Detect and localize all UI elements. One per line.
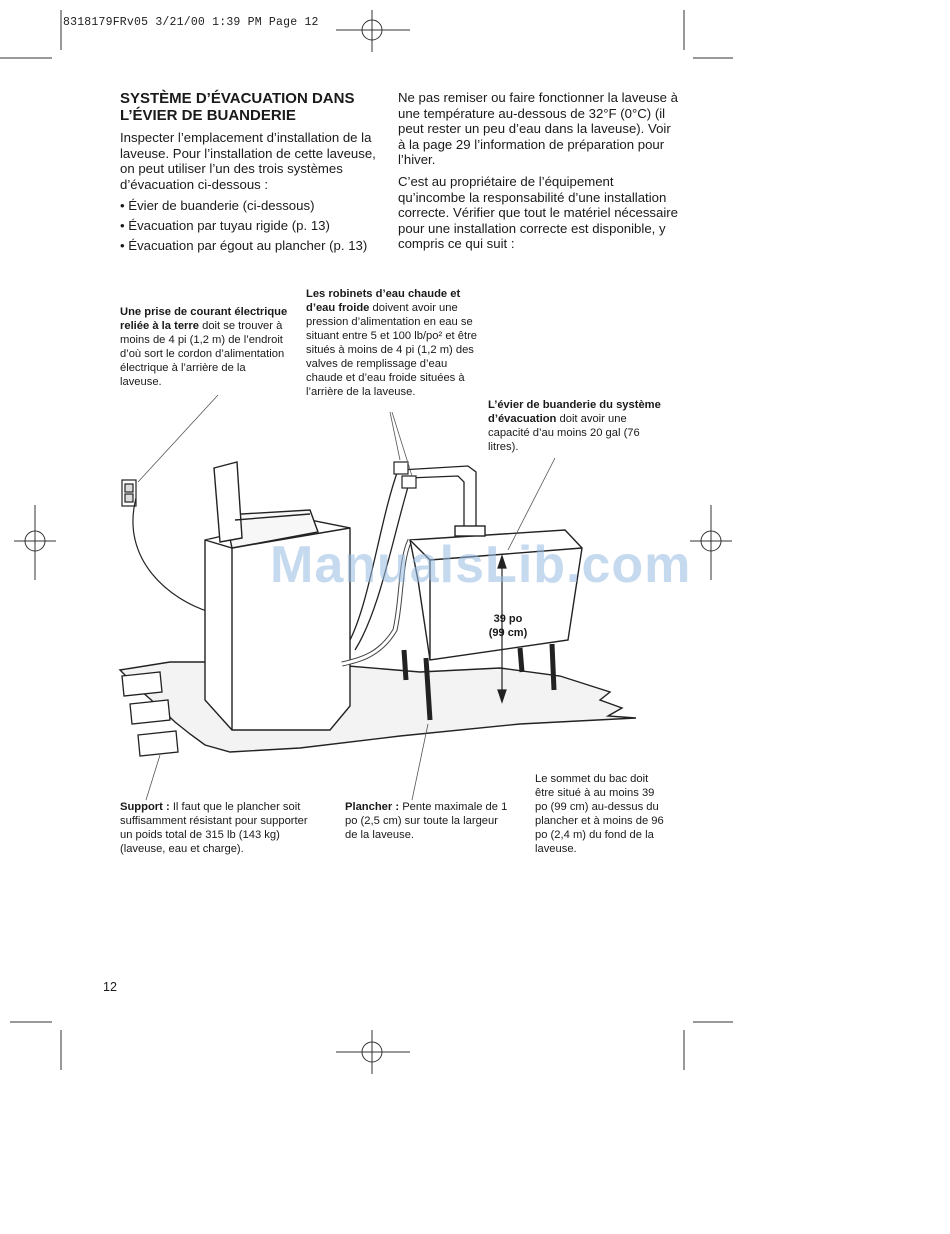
- washer: [205, 462, 350, 730]
- tub-height-callout-text: Le sommet du bac doit être situé à au moins 39 po (99 cm) au-dessus du plancher et à moins de 96 po (2,4 m) du fond de la laveuse.: [535, 773, 664, 855]
- list-item: • Évacuation par tuyau rigide (p. 13): [120, 218, 385, 234]
- intro-paragraph: Inspecter l’emplacement d’installation de la laveuse. Pour l’installation de cette laveuse, on peut utiliser l’un des trois systèmes d’évacuation ci-dessous :: [120, 130, 376, 192]
- support-callout: [120, 800, 315, 856]
- tub-callout-text: doit avoir une capacité d’au moins 20 gal (76 litres).: [488, 413, 640, 453]
- tub-callout-title: L’évier de buanderie du système d’évacuation: [488, 399, 661, 425]
- dimension-metric: (99 cm): [488, 627, 528, 639]
- outlet-callout-text: doit se trouver à moins de 4 pi (1,2 m) de l’endroit d’où sort le cordon d’alimentation électrique à l’arrière de la laveuse.: [120, 320, 285, 388]
- faucets-callout: [306, 287, 478, 399]
- power-cord: [133, 498, 210, 612]
- watermark: ManualsLib.com: [270, 536, 692, 594]
- page-number: 12: [103, 980, 117, 994]
- print-slug: 8318179FRv05 3/21/00 1:39 PM Page 12: [63, 16, 319, 29]
- dimension-imperial: 39 po: [493, 613, 523, 625]
- temperature-paragraph: Ne pas remiser ou faire fonctionner la laveuse à une température au-dessous de 32°F (0°C) (il peut rester un peu d’eau dans la laveuse). Voir à la page 29 l’information de préparation pour l’hiver.: [398, 90, 679, 168]
- support-callout-title: Support :: [120, 801, 170, 813]
- floor-callout: [345, 800, 510, 842]
- floor-callout-text: Pente maximale de 1 po (2,5 cm) sur toute la largeur de la laveuse.: [345, 801, 508, 841]
- tub-height-callout: [535, 772, 665, 856]
- floor-callout-title: Plancher :: [345, 801, 400, 813]
- list-item: • Évier de buanderie (ci-dessous): [120, 198, 385, 214]
- electrical-outlet: [122, 480, 136, 506]
- height-dimension-label: [478, 612, 538, 640]
- tub-callout: [488, 398, 663, 454]
- faucets-callout-title: Les robinets d’eau chaude et d’eau froide: [306, 288, 461, 314]
- responsibility-paragraph: C’est au propriétaire de l’équipement qu’incombe la responsabilité d’une installation correcte. Vérifier que tout le matériel nécessaire pour une installation correcte est disponible, y compris ce qui suit :: [398, 173, 678, 252]
- outlet-callout-title: Une prise de courant électrique reliée à la terre: [120, 306, 288, 332]
- faucet-valves: [394, 462, 416, 488]
- support-callout-text: Il faut que le plancher soit suffisamment résistant pour supporter un poids total de 315 lb (143 kg) (laveuse, eau et charge).: [120, 801, 308, 855]
- list-item: • Évacuation par égout au plancher (p. 13): [120, 238, 385, 254]
- section-heading: SYSTÈME D’ÉVACUATION DANS L’ÉVIER DE BUANDERIE: [120, 90, 355, 124]
- faucets-callout-text: doivent avoir une pression d’alimentation en eau se situant entre 5 et 100 lb/po² et être situés à moins de 4 pi (1,2 m) des valves de remplissage d’eau chaude et d’eau froide situées à l’arrière de la laveuse.: [306, 302, 478, 398]
- floor-slab: [120, 662, 636, 752]
- outlet-callout: [120, 305, 290, 389]
